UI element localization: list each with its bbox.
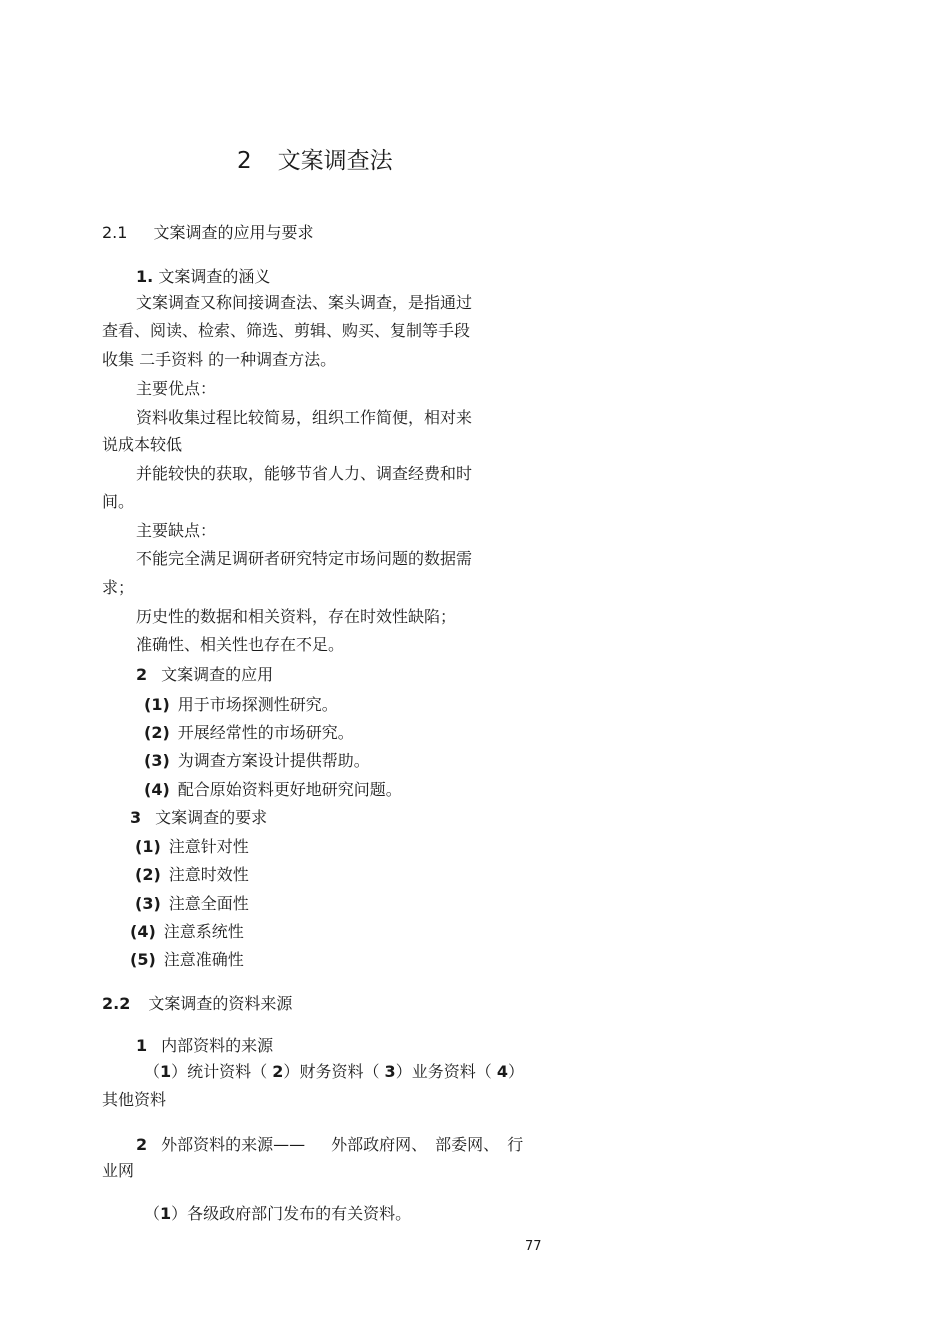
paragraph-line: 收集 二手资料 的一种调查方法。 xyxy=(102,350,337,369)
list-item: (4) 配合原始资料更好地研究问题。 xyxy=(144,780,402,799)
paragraph-line: 不能完全满足调研者研究特定市场问题的数据需 xyxy=(136,549,473,568)
item-number: 2 xyxy=(136,665,148,684)
list-item: (4) 注意系统性 xyxy=(130,922,244,941)
item-title: 文案调查的要求 xyxy=(155,808,268,827)
list-item: (2) 开展经常性的市场研究。 xyxy=(144,723,354,742)
paragraph-line: 查看、阅读、检索、筛选、剪辑、购买、复制等手段 xyxy=(102,321,471,340)
paragraph-line: 求； xyxy=(102,578,135,597)
item-title: 内部资料的来源 xyxy=(161,1036,274,1055)
paragraph-line: 准确性、相关性也存在不足。 xyxy=(136,635,345,654)
paragraph-line: 资料收集过程比较简易，组织工作简便，相对来 xyxy=(136,408,473,427)
item-title: 文案调查的应用 xyxy=(161,665,274,684)
paragraph-line: 其他资料 xyxy=(102,1090,167,1109)
item-number: 1 xyxy=(136,1036,148,1055)
item-number: 3 xyxy=(130,808,142,827)
section-number: 2.2 xyxy=(102,994,131,1013)
paragraph-line: 说成本较低 xyxy=(102,435,183,454)
page-number: 77 xyxy=(525,1239,542,1254)
chapter-title: 文案调查法 xyxy=(277,148,393,174)
list-item: (1) 用于市场探测性研究。 xyxy=(144,695,338,714)
list-item: (5) 注意准确性 xyxy=(130,950,244,969)
paragraph-line: 文案调查又称间接调查法、案头调查，是指通过 xyxy=(136,293,473,312)
internal-sources-list: （1）统计资料（ 2）财务资料（ 3）业务资料（ 4） xyxy=(144,1062,524,1081)
chapter-number: 2 xyxy=(237,148,252,174)
section-number: 2.1 xyxy=(102,223,128,242)
list-item: (3) 为调查方案设计提供帮助。 xyxy=(144,751,370,770)
paragraph-line: 历史性的数据和相关资料，存在时效性缺陷； xyxy=(136,607,457,626)
label-advantages: 主要优点： xyxy=(136,379,217,398)
paragraph-line: 并能较快的获取，能够节省人力、调查经费和时 xyxy=(136,464,473,483)
subheading-internal-sources xyxy=(136,1035,273,1057)
list-item: (3) 注意全面性 xyxy=(135,894,249,913)
label-disadvantages: 主要缺点： xyxy=(136,521,217,540)
section-heading-2-2 xyxy=(102,993,292,1015)
item-title: 文案调查的涵义 xyxy=(158,267,271,286)
item-number: 2 xyxy=(136,1135,148,1154)
subheading-definition xyxy=(136,266,270,288)
list-item: (1) 注意针对性 xyxy=(135,837,249,856)
subheading-requirements xyxy=(130,807,267,829)
section-title: 文案调查的资料来源 xyxy=(148,994,293,1013)
item-title: 外部资料的来源—— xyxy=(161,1135,306,1154)
subheading-application xyxy=(136,664,273,686)
list-item: （1）各级政府部门发布的有关资料。 xyxy=(144,1204,412,1223)
item-number: 1. xyxy=(136,267,154,286)
paragraph-line: 间。 xyxy=(102,492,135,511)
section-heading-2-1 xyxy=(102,222,313,244)
chapter-heading xyxy=(237,146,393,176)
list-item: (2) 注意时效性 xyxy=(135,865,249,884)
paragraph-line: 业网 xyxy=(102,1161,135,1180)
section-title: 文案调查的应用与要求 xyxy=(153,223,314,242)
subheading-external-sources: 2 外部资料的来源—— 外部政府网、 部委网、 行 xyxy=(136,1135,524,1154)
